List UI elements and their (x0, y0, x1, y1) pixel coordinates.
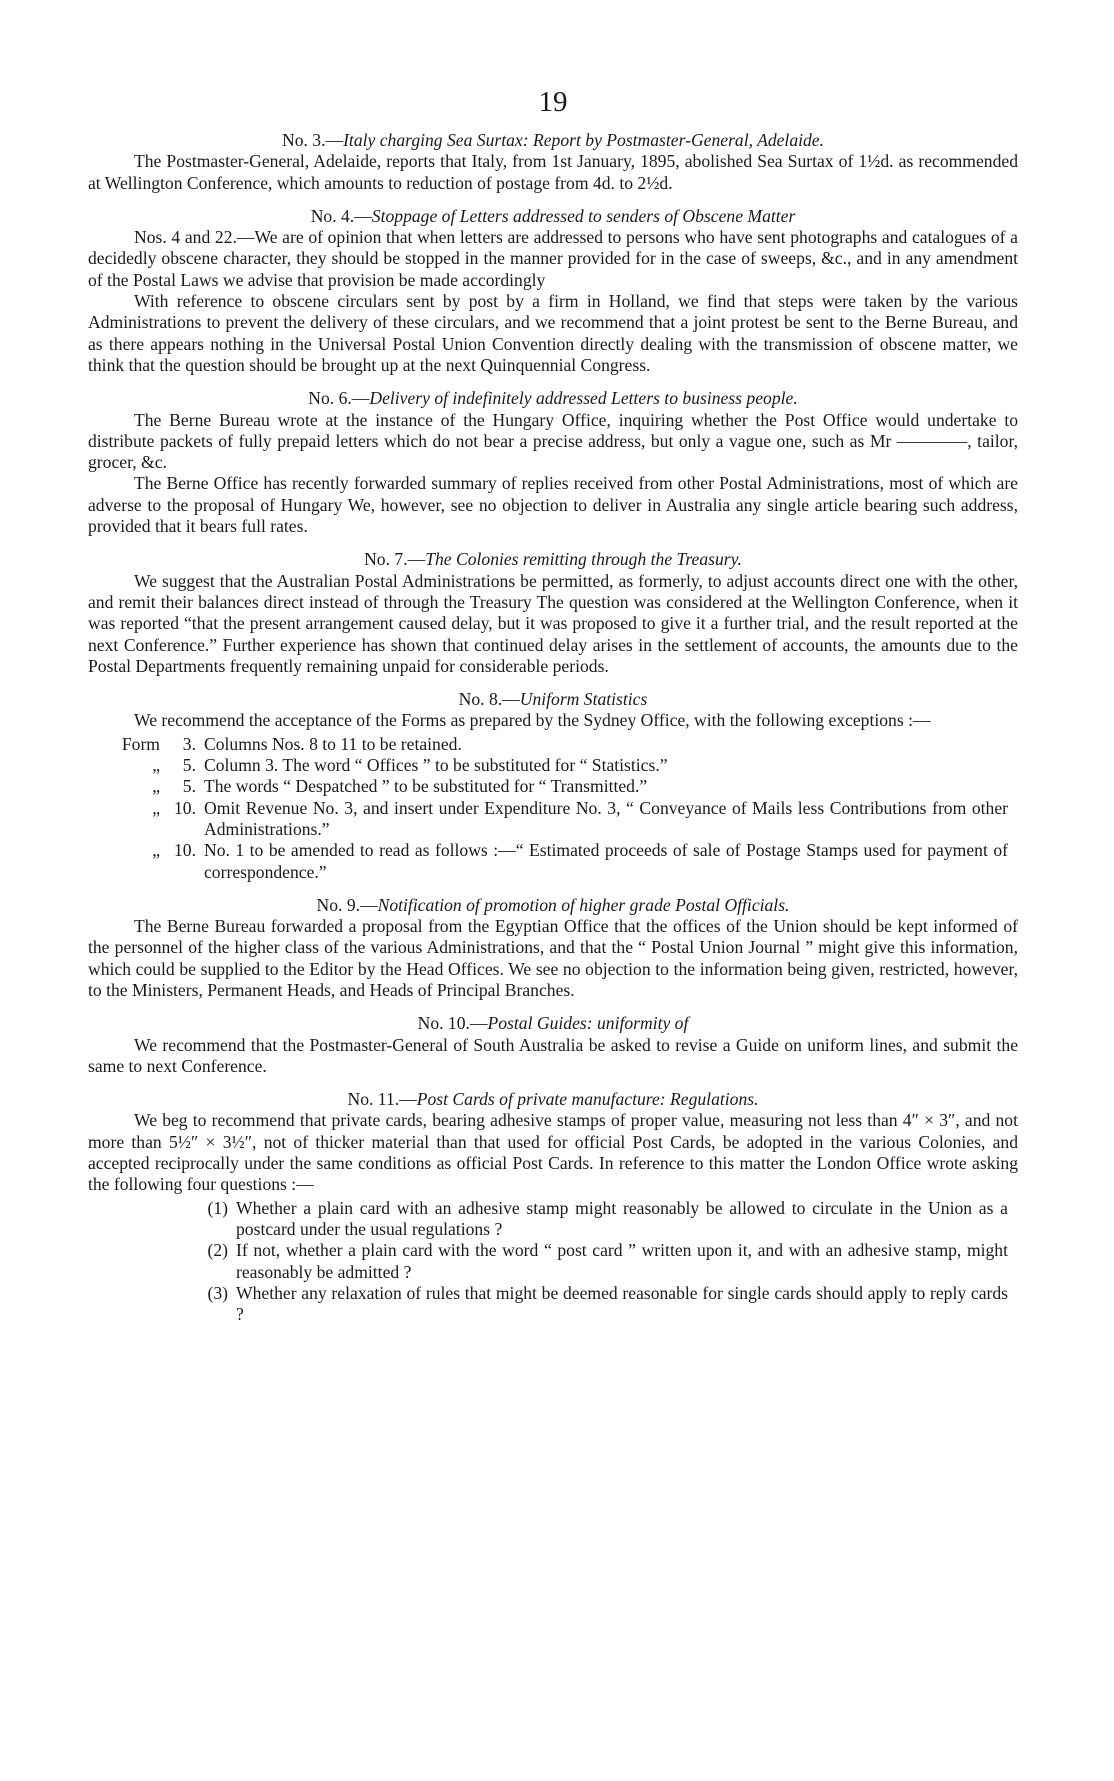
list-item (88, 1198, 1018, 1241)
section-heading (88, 388, 1018, 409)
list-item (88, 755, 1018, 776)
list-item (88, 734, 1018, 755)
form-text: Omit Revenue No. 3, and insert under Expenditure No. 3, “ Conveyance of Mails less Contributions from other Administrations.” (204, 797, 1008, 839)
question-number: (2) (207, 1240, 228, 1261)
form-label: „ (152, 755, 160, 776)
paragraph: With reference to obscene circulars sent by post by a firm in Holland, we find that steps were taken by the various Administrations to prevent the delivery of these circulars, and we recommend that a joint protest be sent to the Berne Bureau, and as there appears nothing in the Universal Postal Union Convention directly dealing with the transmission of obscene matter, we think that the question should be brought up at the next Quinquennial Congress. (88, 291, 1018, 375)
section-number: No. 6.— (308, 388, 370, 409)
list-item (88, 1240, 1018, 1283)
paragraph: The Berne Bureau forwarded a proposal from the Egyptian Office that the offices of the Union should be kept informed of the personnel of the higher class of the various Administrations, and that the “ Postal Union Journal ” might give this information, which could be supplied to the Editor by the Head Offices. We see no objection to the information being given, restricted, however, to the Ministers, Permanent Heads, and Heads of Principal Branches. (88, 916, 1018, 1000)
form-number: 5. (182, 755, 196, 776)
form-number: 3. (182, 733, 196, 754)
form-number: 10. (174, 797, 196, 818)
list-item (88, 840, 1018, 883)
form-number: 5. (182, 776, 196, 797)
section-title: Stoppage of Letters addressed to senders of Obscene Matter (371, 205, 796, 226)
page-number: 19 (538, 86, 568, 118)
section-title: Postal Guides: uniformity of (487, 1013, 689, 1034)
section-number: No. 10.— (417, 1013, 488, 1034)
question-number: (3) (207, 1282, 228, 1303)
section-title: Notification of promotion of higher grade Postal Officials. (377, 894, 790, 915)
section-heading (88, 895, 1018, 916)
question-number: (1) (207, 1197, 228, 1218)
paragraph: We beg to recommend that private cards, bearing adhesive stamps of proper value, measuring not less than 4″ × 3″, and not more than 5½″ × 3½″, not of thicker material than that used for official Post Cards, be adopted in the various Colonies, and accepted reciprocally under the same conditions as official Post Cards. In reference to this matter the London Office wrote asking the following four questions :— (88, 1110, 1018, 1195)
document-page (88, 86, 1018, 1325)
form-text: The words “ Despatched ” to be substituted for “ Transmitted.” (204, 776, 648, 797)
form-label: „ (152, 797, 160, 818)
section-title: Delivery of indefinitely addressed Letters to business people. (369, 388, 798, 409)
section-title: The Colonies remitting through the Treasury. (425, 549, 742, 570)
section-heading (88, 130, 1018, 151)
paragraph: The Berne Office has recently forwarded summary of replies received from other Postal Administrations, most of which are adverse to the proposal of Hungary We, however, see no objection to deliver in Australia any single article bearing such address, provided that it bears full rates. (88, 473, 1018, 537)
section-heading (88, 689, 1018, 710)
section-number: No. 4.— (310, 205, 372, 226)
section-heading (88, 549, 1018, 570)
form-label: „ (152, 840, 160, 861)
form-label: „ (152, 776, 160, 797)
form-text: Columns Nos. 8 to 11 to be retained. (204, 733, 462, 754)
paragraph: We suggest that the Australian Postal Administrations be permitted, as formerly, to adjust accounts direct one with the other, and remit their balances direct instead of through the Treasury The question was considered at the Wellington Conference, when it was reported “that the present arrangement caused delay, but it was proposed to give it a further trial, and the result reported at the next Conference.” Further experience has shown that continued delay arises in the settlement of accounts, the amounts due to the Postal Departments frequently remaining unpaid for considerable periods. (88, 570, 1018, 676)
paragraph: We recommend that the Postmaster-General of South Australia be asked to revise a Guide on uniform lines, and submit the same to next Conference. (88, 1034, 1018, 1076)
form-exceptions-list (88, 734, 1018, 883)
paragraph: The Postmaster-General, Adelaide, reports that Italy, from 1st January, 1895, abolished Sea Surtax of 1½d. as recommended at Wellington Conference, which amounts to reduction of postage from 4d. to 2½d. (88, 151, 1018, 193)
section-heading (88, 1089, 1018, 1110)
section-number: No. 7.— (364, 549, 426, 570)
section-heading (88, 1013, 1018, 1034)
section-title: Post Cards of private manufacture: Regulations. (416, 1089, 759, 1110)
form-text: Column 3. The word “ Offices ” to be substituted for “ Statistics.” (204, 755, 668, 776)
form-text: No. 1 to be amended to read as follows :—“ Estimated proceeds of sale of Postage Stamps used for payment of correspondence.” (204, 840, 1008, 882)
paragraph: Nos. 4 and 22.—We are of opinion that when letters are addressed to persons who have sent photographs and catalogues of a decidedly obscene character, they should be stopped in the manner provided for in the case of sweeps, &c., and in any amendment of the Postal Laws we advise that provision be made accordingly (88, 227, 1018, 290)
form-label: Form (121, 733, 160, 754)
paragraph: We recommend the acceptance of the Forms as prepared by the Sydney Office, with the following exceptions :— (134, 710, 931, 731)
questions-list (88, 1198, 1018, 1326)
paragraph: The Berne Bureau wrote at the instance of the Hungary Office, inquiring whether the Post Office would undertake to distribute packets of fully prepaid letters which do not bear a precise address, but only a vague one, such as Mr ————, tailor, grocer, &c. (88, 409, 1018, 473)
list-item (88, 776, 1018, 797)
section-title: Uniform Statistics (519, 689, 648, 710)
list-item (88, 1283, 1018, 1326)
section-number: No. 9.— (316, 894, 378, 915)
section-number: No. 11.— (347, 1089, 417, 1110)
question-text: Whether a plain card with an adhesive stamp might reasonably be allowed to circulate in the Union as a postcard under the usual regulations ? (236, 1197, 1008, 1239)
list-item (88, 798, 1018, 841)
question-text: If not, whether a plain card with the word “ post card ” written upon it, and with an adhesive stamp, might reasonably be admitted ? (236, 1240, 1008, 1282)
section-title: Italy charging Sea Surtax: Report by Postmaster-General, Adelaide. (343, 130, 825, 150)
section-number: No. 3.— (281, 130, 344, 150)
form-number: 10. (174, 840, 196, 861)
section-number: No. 8.— (458, 689, 520, 710)
question-text: Whether any relaxation of rules that might be deemed reasonable for single cards should apply to reply cards ? (236, 1282, 1008, 1325)
section-heading (88, 206, 1018, 227)
